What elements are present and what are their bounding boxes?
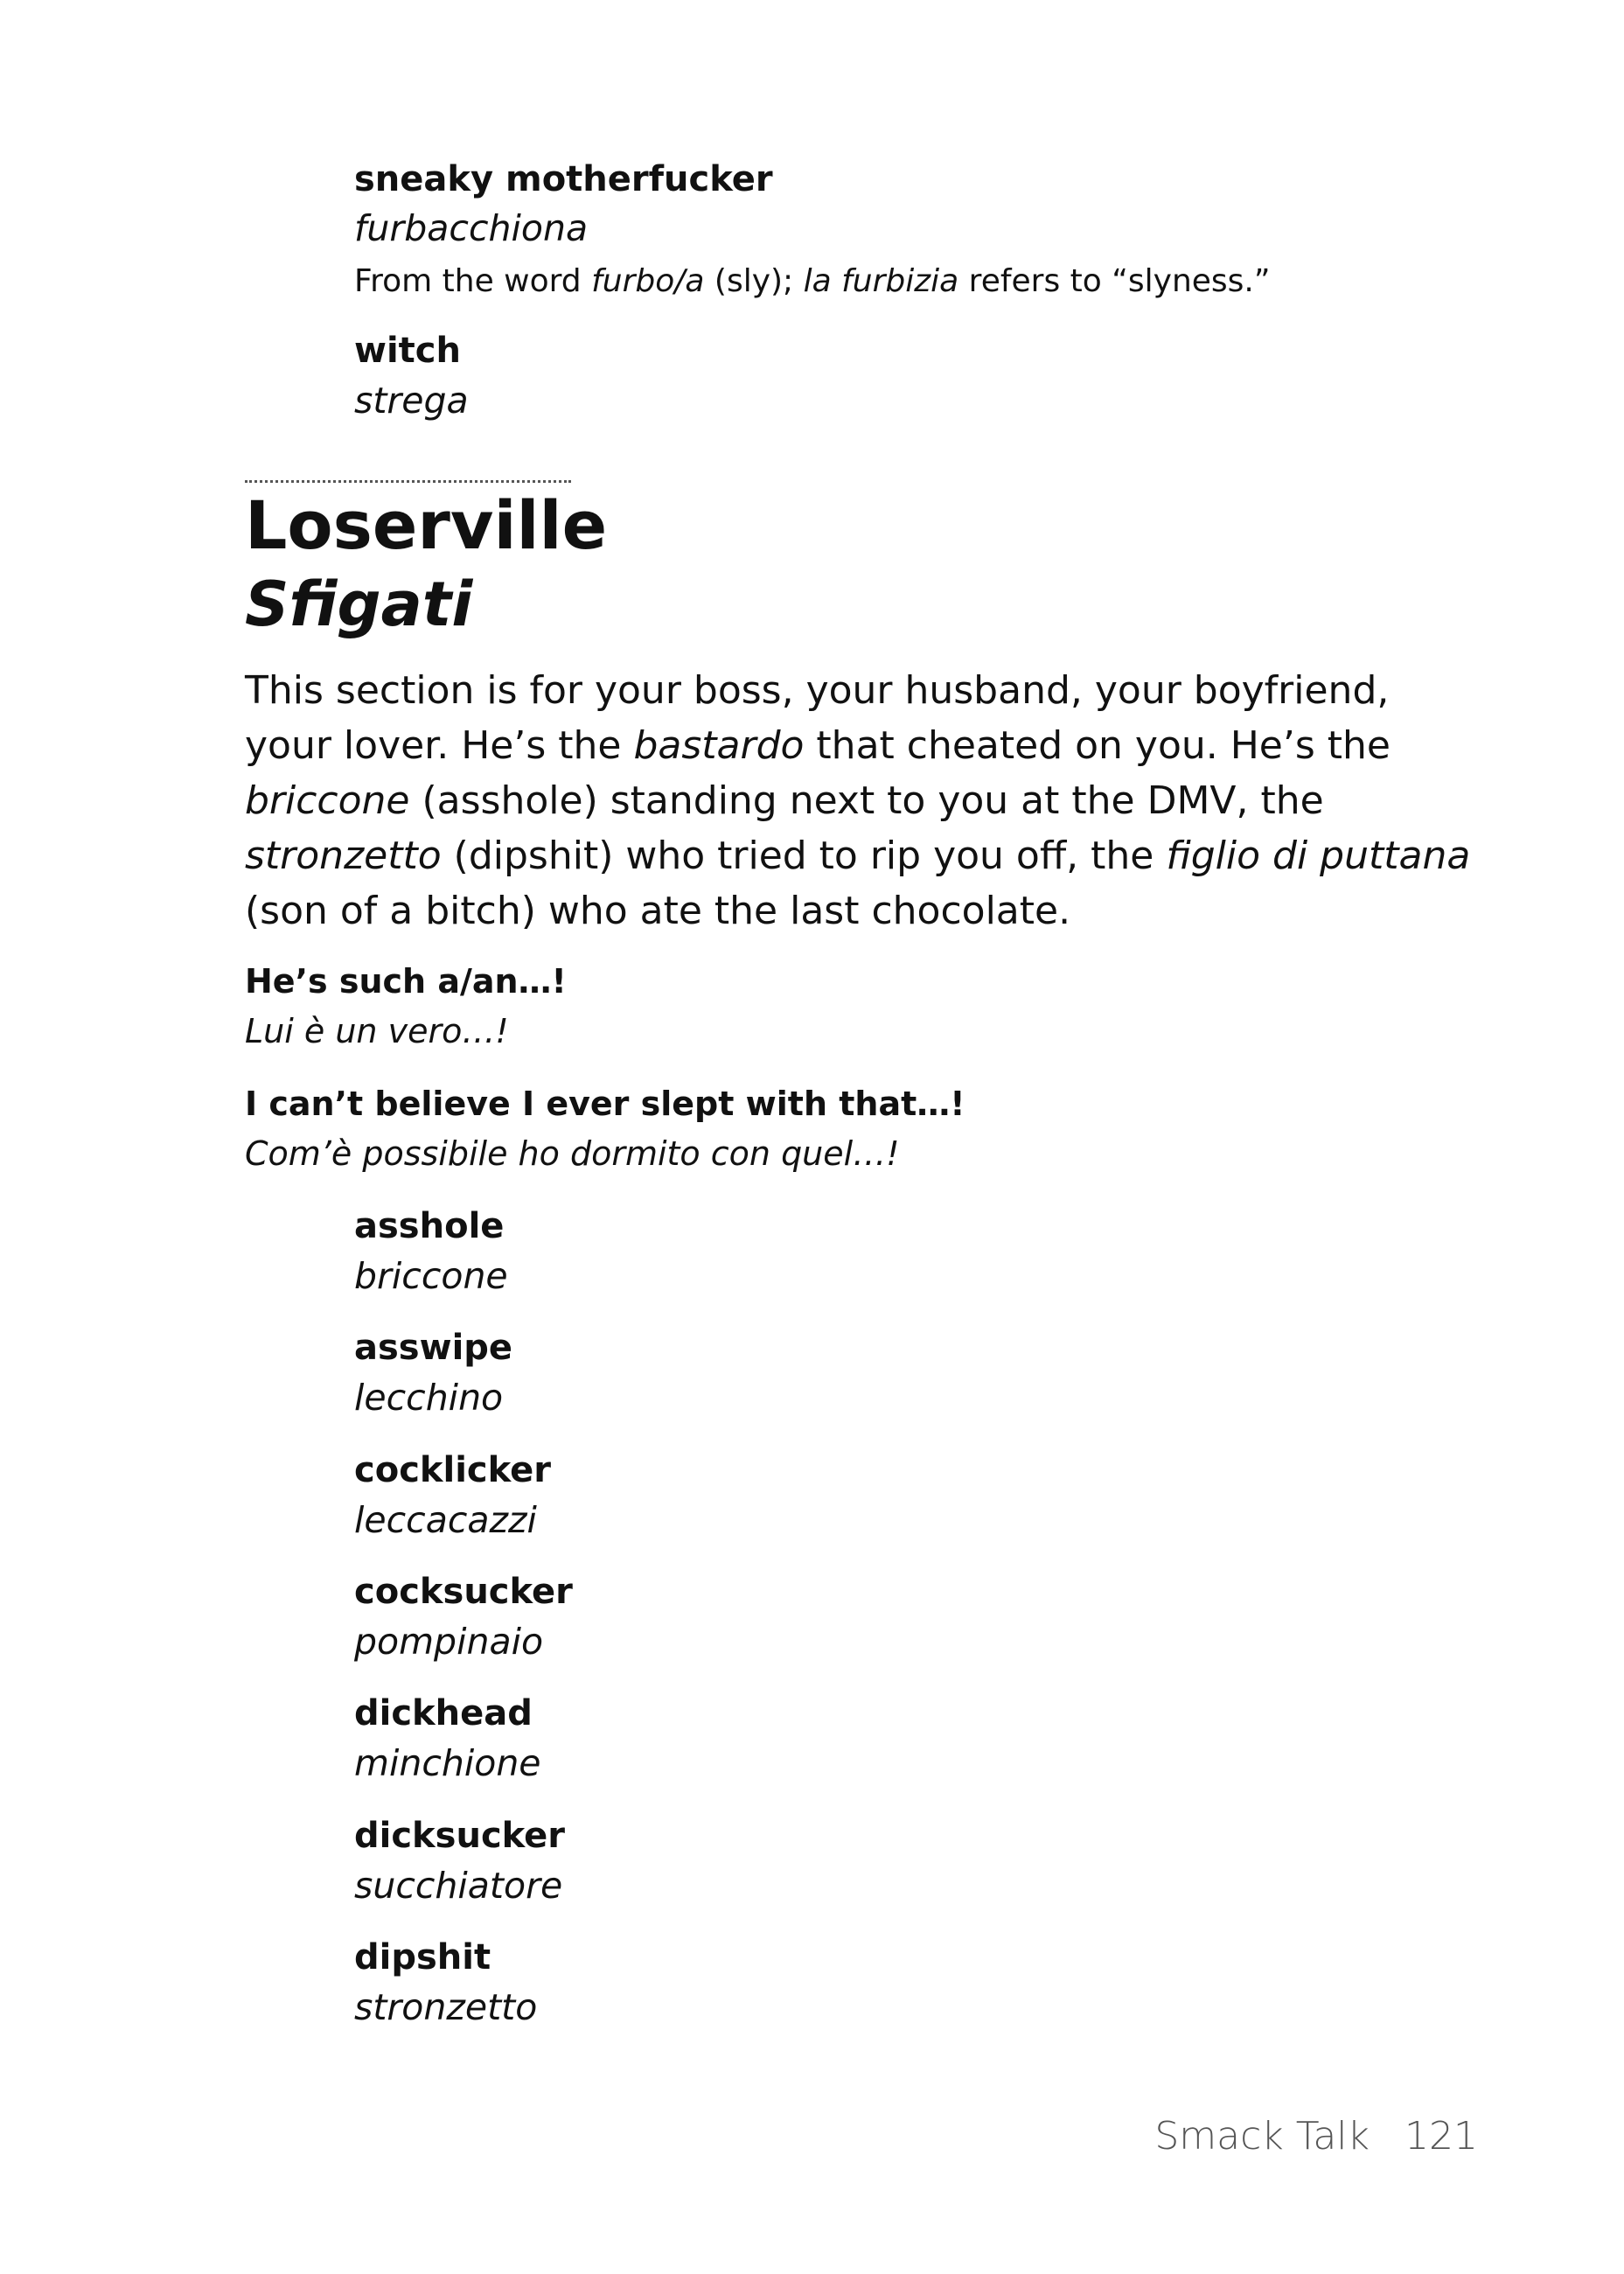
entry-translation: lecchino	[354, 1377, 504, 1419]
phrase-english: I can’t believe I ever slept with that…!	[245, 1085, 965, 1123]
phrase-italian: Lui è un vero…!	[245, 1012, 509, 1050]
entry-term: dicksucker	[354, 1816, 566, 1856]
entry-translation: furbacchiona	[354, 207, 589, 249]
entry-term: dipshit	[354, 1937, 491, 1978]
intro-paragraph: This section is for your boss, your husband, your boyfriend, your lover. He’s the bastardo that cheated on you. He’s the briccone (asshole) standing next to you at the DMV, the stronzetto (dipshit) who tried to rip you off, the figlio di puttana (son of a bitch) who ate the last chocolate.	[245, 668, 1471, 933]
section-title: Loserville	[245, 486, 608, 564]
entry-term: cocklicker	[354, 1450, 552, 1490]
entry-term: sneaky motherfucker	[354, 159, 773, 199]
phrase-english: He’s such a/an…!	[245, 962, 567, 1001]
section-divider	[245, 480, 571, 483]
entry-term: asswipe	[354, 1328, 513, 1368]
entry-term: witch	[354, 331, 461, 371]
entry-term: cocksucker	[354, 1572, 573, 1612]
entry-translation: briccone	[354, 1255, 508, 1297]
entry-note: From the word furbo/a (sly); la furbizia refers to “slyness.”	[354, 263, 1271, 299]
entry-translation: strega	[354, 380, 469, 422]
phrase-italian: Com’è possibile ho dormito con quel…!	[245, 1134, 900, 1173]
entry-term: dickhead	[354, 1693, 533, 1733]
running-footer-title: Smack Talk	[1154, 2114, 1370, 2159]
page-number: 121	[1404, 2114, 1478, 2159]
page-footer	[1154, 2112, 1478, 2161]
entry-translation: stronzetto	[354, 1986, 538, 2028]
entry-translation: succhiatore	[354, 1865, 563, 1907]
entry-term: asshole	[354, 1206, 505, 1246]
entry-translation: minchione	[354, 1742, 541, 1784]
section-subtitle: Sfigati	[245, 568, 473, 640]
entry-translation: pompinaio	[354, 1621, 544, 1663]
entry-translation: leccacazzi	[354, 1499, 537, 1541]
